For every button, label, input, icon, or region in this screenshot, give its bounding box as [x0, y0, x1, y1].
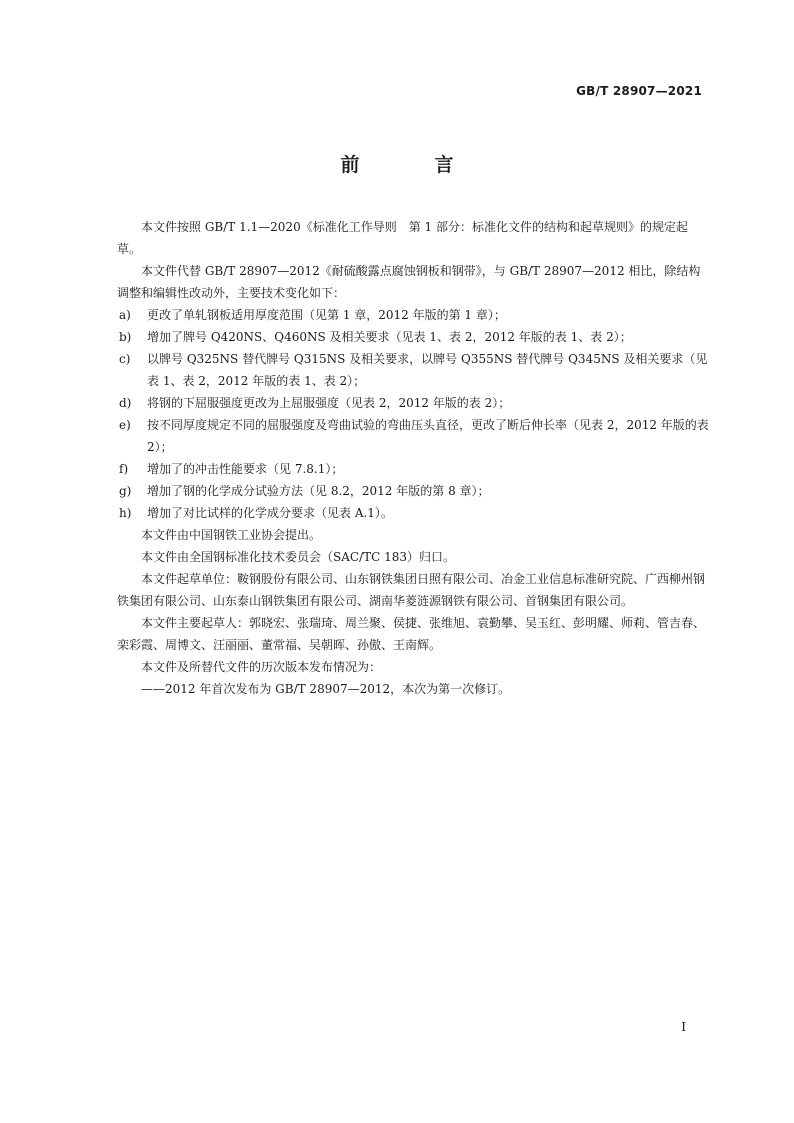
- paragraph-drafting-units: 本文件起草单位：鞍钢股份有限公司、山东钢铁集团日照有限公司、冶金工业信息标准研究院、广西柳州钢铁集团有限公司、山东泰山钢铁集团有限公司、湖南华菱涟源钢铁有限公司、首钢集团有限公司。: [117, 572, 706, 608]
- change-item: [117, 502, 709, 524]
- paragraph-proposer: 本文件由中国钢铁工业协会提出。: [141, 528, 322, 542]
- paragraph-drafting-rule: 本文件按照 GB/T 1.1—2020《标准化工作导则 第 1 部分：标准化文件的结构和起草规则》的规定起草。: [117, 220, 688, 256]
- paragraph-history-item: ——2012 年首次发布为 GB/T 28907—2012，本次为第一次修订。: [141, 682, 511, 696]
- page-title: 前 言: [340, 154, 482, 176]
- standard-code: GB/T 28907—2021: [576, 84, 702, 98]
- change-item: [117, 392, 709, 414]
- change-item-text: 将钢的下屈服强度更改为上屈服强度（见表 2，2012 年版的表 2）；: [147, 396, 511, 410]
- change-item-marker: g): [119, 484, 132, 498]
- change-item-text: 增加了对比试样的化学成分要求（见表 A.1）。: [147, 506, 393, 520]
- change-item-text: 增加了的冲击性能要求（见 7.8.1）；: [147, 462, 344, 476]
- change-item: [117, 458, 709, 480]
- change-item: [117, 348, 709, 392]
- change-item-marker: f): [119, 462, 129, 476]
- change-item: [117, 414, 709, 458]
- paragraph-replacement: 本文件代替 GB/T 28907—2012《耐硫酸露点腐蚀钢板和钢带》，与 GB/T 28907—2012 相比，除结构调整和编辑性改动外，主要技术变化如下：: [117, 264, 701, 300]
- change-item-marker: c): [119, 352, 131, 366]
- document-body: [117, 216, 709, 700]
- paragraph-history-intro: 本文件及所替代文件的历次版本发布情况为：: [141, 660, 382, 674]
- change-item-text: 按不同厚度规定不同的屈服强度及弯曲试验的弯曲压头直径，更改了断后伸长率（见表 2，2012 年版的表 2）；: [147, 418, 709, 454]
- paragraph-drafters: 本文件主要起草人：郭晓宏、张瑞琦、周兰聚、侯捷、张维旭、袁勤攀、吴玉红、彭明耀、师莉、管吉春、栾彩霞、周博文、汪丽丽、董常福、吴朝晖、孙傲、王南辉。: [117, 616, 706, 652]
- change-item-text: 以牌号 Q325NS 替代牌号 Q315NS 及相关要求，以牌号 Q355NS 替代牌号 Q345NS 及相关要求（见表 1、表 2，2012 年版的表 1、表 2）；: [147, 352, 708, 388]
- change-item-marker: b): [119, 330, 132, 344]
- change-item-text: 增加了牌号 Q420NS、Q460NS 及相关要求（见表 1、表 2，2012 年版的表 1、表 2）；: [147, 330, 632, 344]
- change-item-marker: h): [119, 506, 132, 520]
- change-item: [117, 326, 709, 348]
- change-item-marker: e): [119, 418, 131, 432]
- paragraph-committee: 本文件由全国钢标准化技术委员会（SAC/TC 183）归口。: [141, 550, 456, 564]
- page-number: I: [681, 1020, 686, 1034]
- change-item: [117, 304, 709, 326]
- change-item-text: 增加了钢的化学成分试验方法（见 8.2，2012 年版的第 8 章）；: [147, 484, 490, 498]
- change-item-text: 更改了单轧钢板适用厚度范围（见第 1 章，2012 年版的第 1 章）；: [147, 308, 506, 322]
- change-item-marker: d): [119, 396, 132, 410]
- change-item-marker: a): [119, 308, 131, 322]
- change-item: [117, 480, 709, 502]
